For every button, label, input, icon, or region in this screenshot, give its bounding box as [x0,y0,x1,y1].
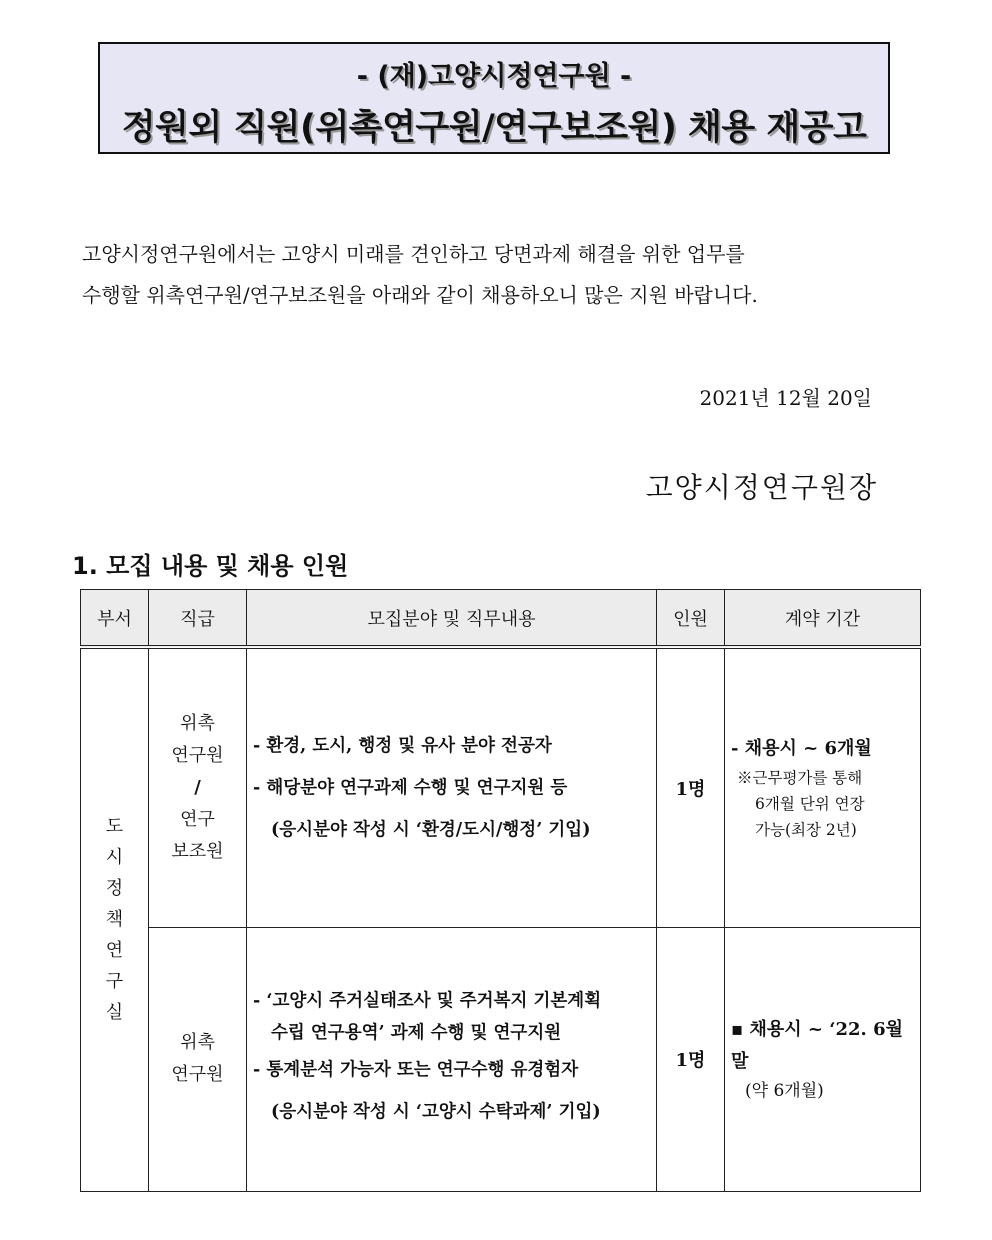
period-cell: ▪ 채용시 ~ ‘22. 6월 말 (약 6개월) [725,927,921,1191]
table-row [81,927,921,1191]
table-row [81,647,921,927]
duties-cell: - 환경, 도시, 행정 및 유사 분야 전공자 - 해당분야 연구과제 수행 및 연구지원 등 (응시분야 작성 시 ‘환경/도시/행정’ 기입) [247,647,657,927]
signer: 고양시정연구원장 [645,471,878,504]
rank-cell: 위촉 연구원 / 연구 보조원 [149,647,247,927]
section-heading: 1. 모집 내용 및 채용 인원 [72,552,349,580]
period-cell: - 채용시 ~ 6개월 ※근무평가를 통해 6개월 단위 연장 가능(최장 2년) [725,647,921,927]
department-cell: 도 시 정 책 연 구 실 [81,647,149,1191]
col-header-period: 계약 기간 [725,590,921,648]
col-header-count: 인원 [657,590,725,648]
count-cell: 1명 [657,927,725,1191]
notice-date: 2021년 12월 20일 [699,386,872,410]
intro-paragraph [82,234,922,316]
intro-line-2: 수행할 위촉연구원/연구보조원을 아래와 같이 채용하오니 많은 지원 바랍니다. [82,283,758,307]
title-notice: 정원외 직원(위촉연구원/연구보조원) 채용 재공고 [121,108,867,148]
rank-cell: 위촉 연구원 [149,927,247,1191]
table-header-row [81,590,921,648]
count-cell: 1명 [657,647,725,927]
col-header-department: 부서 [81,590,149,648]
duties-cell: - ‘고양시 주거실태조사 및 주거복지 기본계획 수립 연구용역’ 과제 수행 및 연구지원 - 통계분석 가능자 또는 연구수행 유경험자 (응시분야 작성 시 ‘고양시 수탁과제’ 기입) [247,927,657,1191]
intro-line-1: 고양시정연구원에서는 고양시 미래를 견인하고 당면과제 해결을 위한 업무를 [82,242,745,266]
col-header-duties: 모집분야 및 직무내용 [247,590,657,648]
title-box [98,42,890,154]
col-header-rank: 직급 [149,590,247,648]
recruitment-table [80,589,921,1192]
title-organization: - (재)고양시정연구원 - [356,61,632,92]
